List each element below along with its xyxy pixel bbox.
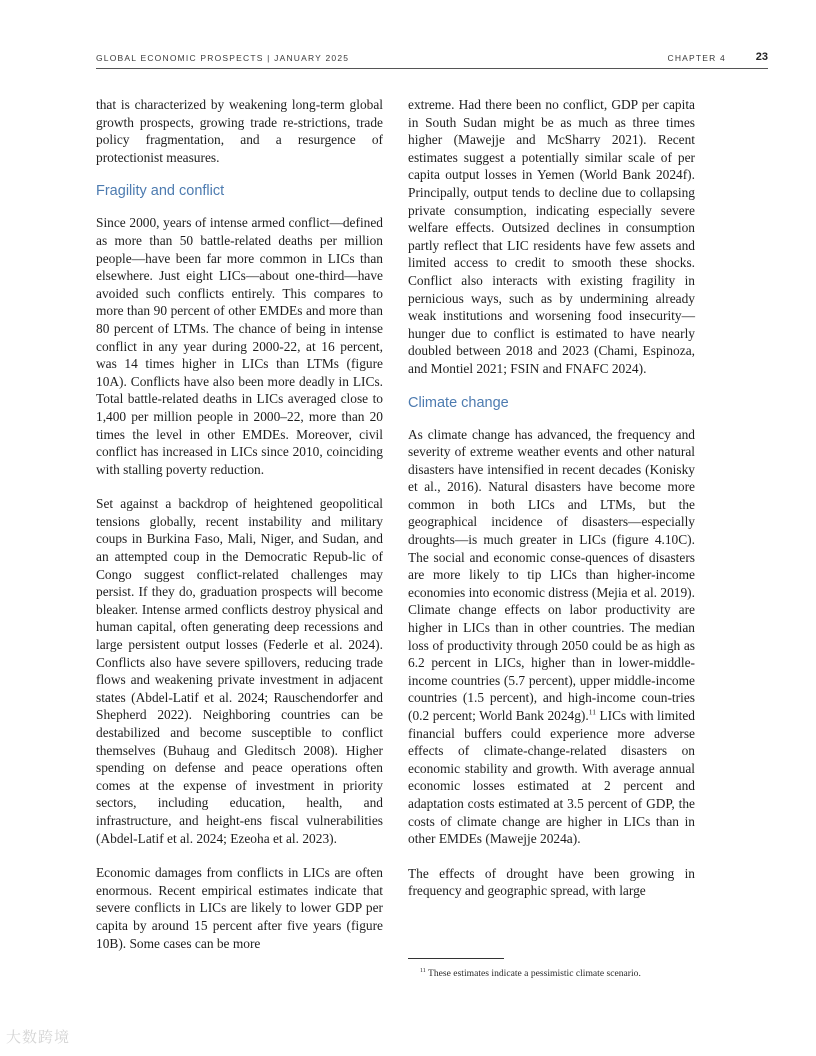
paragraph: Set against a backdrop of heightened geopolitical tensions globally, recent instability and military coups in Burkina Faso, Mali, Niger, and Sudan, and an attempted coup in the Democratic Repub-lic of Congo suggest conflict-related challenges may persist. If they do, graduation prospects will become bleaker. Intense armed conflicts destroy physical and human capital, often generating deep recessions and large persistent output losses (Federle et al. 2024). Conflicts also have severe spillovers, reducing trade flows and weakening private investment in adjacent states (Abdel-Latif et al. 2024; Rauschendorfer and Shepherd 2022). Neighboring countries can be destabilized and become susceptible to conflict themselves (Buhaug and Gleditsch 2008). Higher spending on defense and peace operations often comes at the expense of investment in priority sectors, including education, health, and infrastructure, and height-ens fiscal vulnerabilities (Abdel-Latif et al. 2024; Ezeoha et al. 2023).: [96, 496, 383, 846]
paragraph: The effects of drought have been growing in frequency and geographic spread, with large: [408, 865, 695, 899]
paragraph-text: As climate change has advanced, the frequency and severity of extreme weather events and other natural disasters have intensified in recent decades (Konisky et al., 2016). Natural disasters have become more common in both LICs and LTMs, but the geographical incidence of disasters—especially droughts—is much greater in LICs (figure 4.10C). The social and economic conse-quences of disasters are more likely to tip LICs than higher-income economies into economic distress (Mejia et al. 2019). Climate change effects on labor productivity are higher in LICs than in other countries. The median loss of productivity through 2050 could be as high as 6.2 percent in LICs, higher than in lower-middle-income countries (5.7 percent), upper middle-income countries (1.5 percent), and high-income coun-tries (0.2 percent; World Bank 2024g).: [408, 426, 695, 723]
footnote-text: These estimates indicate a pessimistic climate scenario.: [425, 968, 641, 980]
footnote-number: 11: [420, 968, 426, 974]
paragraph: Economic damages from conflicts in LICs are often enormous. Recent empirical estimates indicate that severe conflicts in LICs are likely to lower GDP per capita by around 15 percent after five years (figure 10B). Some cases can be more: [96, 865, 383, 951]
footnote-rule: [408, 958, 504, 959]
footnote: [420, 968, 641, 979]
paragraph: [408, 426, 695, 848]
publication-title: GLOBAL ECONOMIC PROSPECTS | JANUARY 2025: [96, 53, 350, 63]
page-number: 23: [755, 51, 768, 63]
footnote-reference[interactable]: 11: [588, 707, 596, 717]
header-rule: [96, 68, 768, 69]
watermark: [6, 1026, 70, 1047]
right-column: [408, 96, 695, 900]
paragraph: extreme. Had there been no conflict, GDP per capita in South Sudan might be as much as three times higher (Mawejje and McSharry 2021). Recent estimates suggest a potentially similar scale of per capita output losses in Yemen (World Bank 2024f). Principally, output tends to decline due to collapsing private consumption, indicating especially severe welfare effects. Outsized declines in consumption partly reflect that LIC residents have few assets and limited access to credit to smooth these shocks. Conflict also interacts with existing fragility in pernicious ways, such as by undermining already weak institutions and worsening food insecurity—hunger due to conflict is estimated to have nearly doubled between 2018 and 2023 (Chami, Espinoza, and Montiel 2021; FSIN and FNAFC 2024).: [408, 97, 695, 376]
watermark-text: 大数跨境: [6, 1029, 71, 1046]
paragraph-text: LICs with limited financial buffers could experience more adverse effects of climate-change-related disasters on economic stability and growth. With average annual economic losses estimated at 2 percent and adaptation costs estimated at 3.5 percent of GDP, the costs of climate change are higher in LICs than in other EMDEs (Mawejje 2024a).: [408, 708, 695, 847]
left-column: [96, 96, 383, 952]
running-header: [96, 52, 768, 66]
chapter-label: CHAPTER 4: [667, 53, 726, 63]
section-heading-climate: Climate change: [408, 394, 509, 411]
paragraph: Since 2000, years of intense armed conflict—defined as more than 50 battle-related deaths per million people—have been far more common in LICs than elsewhere. Just eight LICs—about one-third—have avoided such conflicts entirely. This compares to more than 90 percent of other EMDEs and more than 80 percent of LTMs. The chance of being in intense conflict in any year during 2000-22, at 16 percent, was 14 times higher in LICs than LTMs (figure 10A). Conflicts have also been more deadly in LICs. Total battle-related deaths in LICs averaged close to 1,400 per million people in 2000–22, more than 20 times the level in other EMDEs. Moreover, civil conflict has increased in LICs since 2010, coinciding with stalling poverty reduction.: [96, 215, 383, 477]
paragraph: that is characterized by weakening long-term global growth prospects, growing trade re-strictions, trade policy fragmentation, and a resurgence of protectionist measures.: [96, 97, 383, 165]
section-heading-fragility: Fragility and conflict: [96, 183, 225, 200]
